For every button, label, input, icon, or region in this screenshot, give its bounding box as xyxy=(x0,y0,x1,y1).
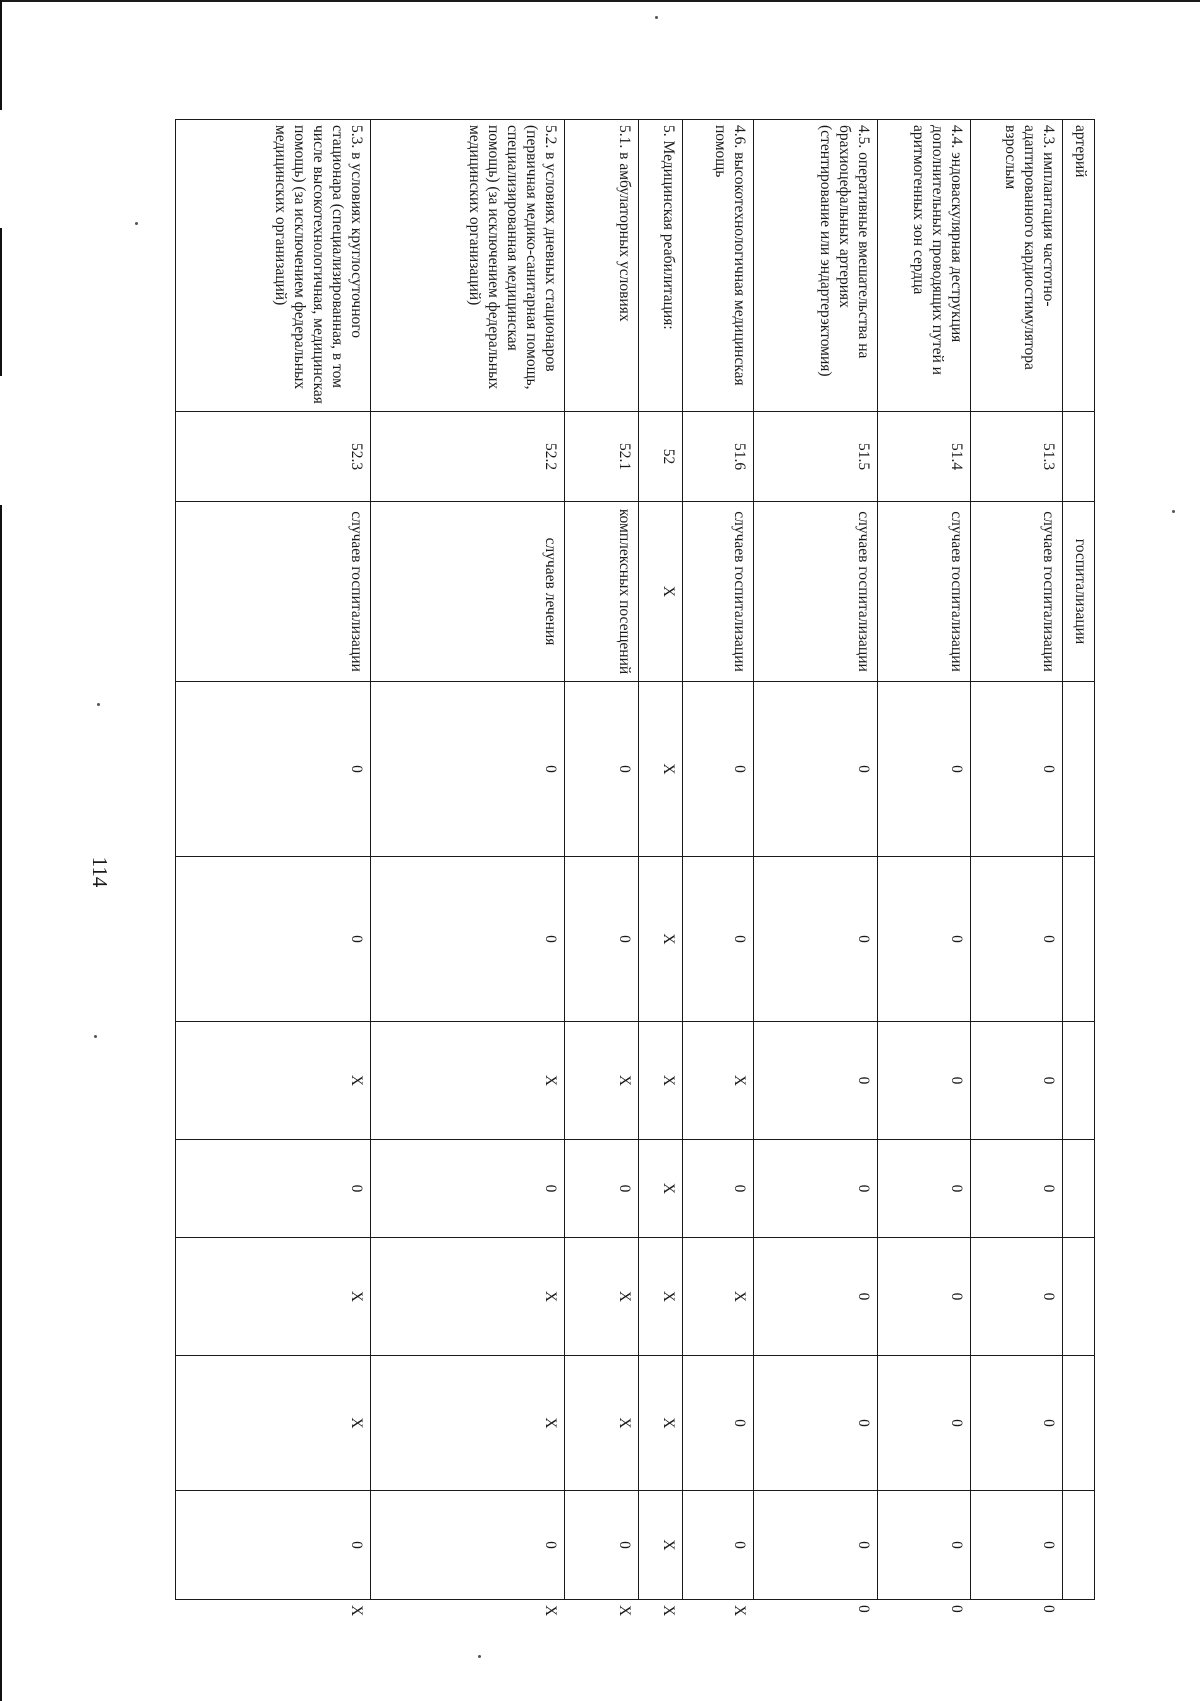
top-edge-rule xyxy=(0,0,1200,2)
value-cell: 0 xyxy=(970,857,1063,1022)
unit-cell: комплексных посещений xyxy=(565,502,639,682)
unit-cell: случаев госпитализации xyxy=(682,502,754,682)
value-cell: 0 xyxy=(970,1356,1063,1491)
row-name-cell: 5.2. в условиях дневных стационаров (первичная медико-санитарная помощь, специализированная медицинская помощь) (за исключением федеральных медицинских организаций) xyxy=(370,120,565,412)
row-name-cell: 5.1. в амбулаторных условиях xyxy=(565,120,639,412)
value-cell: 0 xyxy=(754,1491,878,1600)
binding-mark-top xyxy=(0,0,2,110)
value-cell: X xyxy=(682,1022,754,1140)
row-code-cell: 52.1 xyxy=(565,412,639,502)
row-name-cell: 5.3. в условиях круглосуточного стационара (специализированная, в том числе высокотехнологичная, медицинская помощь) (за исключением федеральных медицинских организаций) xyxy=(176,120,371,412)
value-cell: X xyxy=(638,1140,682,1238)
scan-speck xyxy=(478,1655,481,1658)
value-cell: 0 xyxy=(754,1022,878,1140)
value-cell: X xyxy=(370,1238,565,1356)
value-cell: X xyxy=(638,1022,682,1140)
value-cell: X xyxy=(565,1238,639,1356)
value-cell: 0 xyxy=(682,682,754,857)
value-cell: 0 xyxy=(370,682,565,857)
value-cell: 0 xyxy=(878,1356,971,1491)
value-cell: 0 xyxy=(754,857,878,1022)
scan-speck xyxy=(655,16,658,19)
row-name-cell: 4.4. эндоваскулярная деструкция дополнительных проводящих путей и аритмогенных зон сердца xyxy=(878,120,971,412)
unit-cell: случаев госпитализации xyxy=(878,502,971,682)
row-code-cell: 52 xyxy=(638,412,682,502)
value-cell: 0 xyxy=(370,1491,565,1600)
value-cell: 0 xyxy=(754,1356,878,1491)
scan-speck xyxy=(1172,510,1175,513)
value-cell: 0 xyxy=(565,682,639,857)
row-code-cell xyxy=(1063,412,1095,502)
unit-cell: случаев госпитализации xyxy=(970,502,1063,682)
value-cell xyxy=(1063,1491,1095,1600)
table-row: 5. Медицинская реабилитация: 52 X X X X X X X X X xyxy=(638,120,682,1600)
table-row: 5.2. в условиях дневных стационаров (первичная медико-санитарная помощь, специализированная медицинская помощь) (за исключением федеральных медицинских организаций) 52.2 случаев лечения 0 0 X 0 X X 0 X xyxy=(370,120,565,1600)
value-cell: 0 xyxy=(970,1022,1063,1140)
row-name-cell: 5. Медицинская реабилитация: xyxy=(638,120,682,412)
value-cell: X xyxy=(370,1022,565,1140)
value-cell: X xyxy=(638,1238,682,1356)
value-cell: 0 xyxy=(176,1491,371,1600)
value-cell: 0 xyxy=(878,1491,971,1600)
value-cell: X xyxy=(176,1238,371,1356)
row-code-cell: 52.3 xyxy=(176,412,371,502)
value-cell: X xyxy=(682,1238,754,1356)
value-cell: 0 xyxy=(176,857,371,1022)
value-cell: 0 xyxy=(970,1238,1063,1356)
value-cell xyxy=(1063,1140,1095,1238)
table-row: 4.3. имплантация частотно-адаптированного кардиостимулятора взрослым 51.3 случаев госпитализации 0 0 0 0 0 0 0 0 xyxy=(970,120,1063,1600)
value-cell: 0 xyxy=(970,1140,1063,1238)
table-row xyxy=(1063,120,1095,1600)
document-table xyxy=(175,119,1095,1617)
value-cell: 0 xyxy=(878,1238,971,1356)
value-cell: 0 xyxy=(682,1140,754,1238)
scan-speck xyxy=(135,222,138,225)
row-code-cell: 51.5 xyxy=(754,412,878,502)
binding-mark-bottom xyxy=(0,505,2,1701)
value-cell: 0 xyxy=(370,857,565,1022)
value-cell xyxy=(1063,1356,1095,1491)
row-name-cell: 4.3. имплантация частотно-адаптированного кардиостимулятора взрослым xyxy=(970,120,1063,412)
value-cell: 0 xyxy=(878,1022,971,1140)
value-cell: 0 xyxy=(878,857,971,1022)
value-cell: 0 xyxy=(878,1140,971,1238)
row-code-cell: 51.3 xyxy=(970,412,1063,502)
value-cell: X xyxy=(638,682,682,857)
rotated-table-container xyxy=(175,119,1095,1617)
row-name-cell: 4.6. высокотехнологичная медицинская помощь xyxy=(682,120,754,412)
value-cell: X xyxy=(176,1022,371,1140)
unit-cell: случаев госпитализации xyxy=(754,502,878,682)
value-cell: 0 xyxy=(878,682,971,857)
value-cell xyxy=(1063,682,1095,857)
value-cell: X xyxy=(638,857,682,1022)
value-cell: 0 xyxy=(754,1238,878,1356)
value-cell: X xyxy=(638,1491,682,1600)
unit-cell: госпитализации xyxy=(1063,502,1095,682)
value-cell: X xyxy=(370,1356,565,1491)
value-cell xyxy=(1063,1238,1095,1356)
value-cell: X xyxy=(565,1022,639,1140)
value-cell: 0 xyxy=(970,1491,1063,1600)
value-cell: 0 xyxy=(754,682,878,857)
table-row: 5.3. в условиях круглосуточного стационара (специализированная, в том числе высокотехнологичная, медицинская помощь) (за исключением федеральных медицинских организаций) 52.3 случаев госпитализации 0 0 X 0 X X 0 X xyxy=(176,120,371,1600)
row-code-cell: 51.4 xyxy=(878,412,971,502)
table-row: 4.4. эндоваскулярная деструкция дополнительных проводящих путей и аритмогенных зон сердца 51.4 случаев госпитализации 0 0 0 0 0 0 0 0 xyxy=(878,120,971,1600)
unit-cell: X xyxy=(638,502,682,682)
value-cell: 0 xyxy=(370,1140,565,1238)
table-row: 5.1. в амбулаторных условиях 52.1 комплексных посещений 0 0 X 0 X X 0 X xyxy=(565,120,639,1600)
value-cell: 0 xyxy=(682,1491,754,1600)
value-cell: 0 xyxy=(565,1140,639,1238)
value-cell: X xyxy=(638,1356,682,1491)
value-cell: 0 xyxy=(682,1356,754,1491)
unit-cell: случаев лечения xyxy=(370,502,565,682)
value-cell: 0 xyxy=(565,857,639,1022)
value-cell: 0 xyxy=(176,1140,371,1238)
row-code-cell: 52.2 xyxy=(370,412,565,502)
table-row: 4.6. высокотехнологичная медицинская помощь 51.6 случаев госпитализации 0 0 X 0 X 0 0 X xyxy=(682,120,754,1600)
row-code-cell: 51.6 xyxy=(682,412,754,502)
row-name-cell: артерий xyxy=(1063,120,1095,412)
value-cell: 0 xyxy=(565,1491,639,1600)
row-name-cell: 4.5. оперативные вмешательства на брахиоцефальных артериях (стентирование или эндартерэктомия) xyxy=(754,120,878,412)
scan-speck xyxy=(94,1035,97,1038)
value-cell: X xyxy=(565,1356,639,1491)
binding-mark-middle xyxy=(0,228,2,376)
unit-cell: случаев госпитализации xyxy=(176,502,371,682)
table-body xyxy=(176,120,1095,1617)
value-cell: 0 xyxy=(970,682,1063,857)
value-cell: 0 xyxy=(754,1140,878,1238)
table-row: 4.5. оперативные вмешательства на брахиоцефальных артериях (стентирование или эндартерэктомия) 51.5 случаев госпитализации 0 0 0 0 0 0 0 0 xyxy=(754,120,878,1600)
page-number: 114 xyxy=(88,856,112,888)
value-cell: X xyxy=(176,1356,371,1491)
value-cell xyxy=(1063,1022,1095,1140)
value-cell: 0 xyxy=(682,857,754,1022)
scan-speck xyxy=(97,703,100,706)
value-cell: 0 xyxy=(176,682,371,857)
value-cell xyxy=(1063,857,1095,1022)
